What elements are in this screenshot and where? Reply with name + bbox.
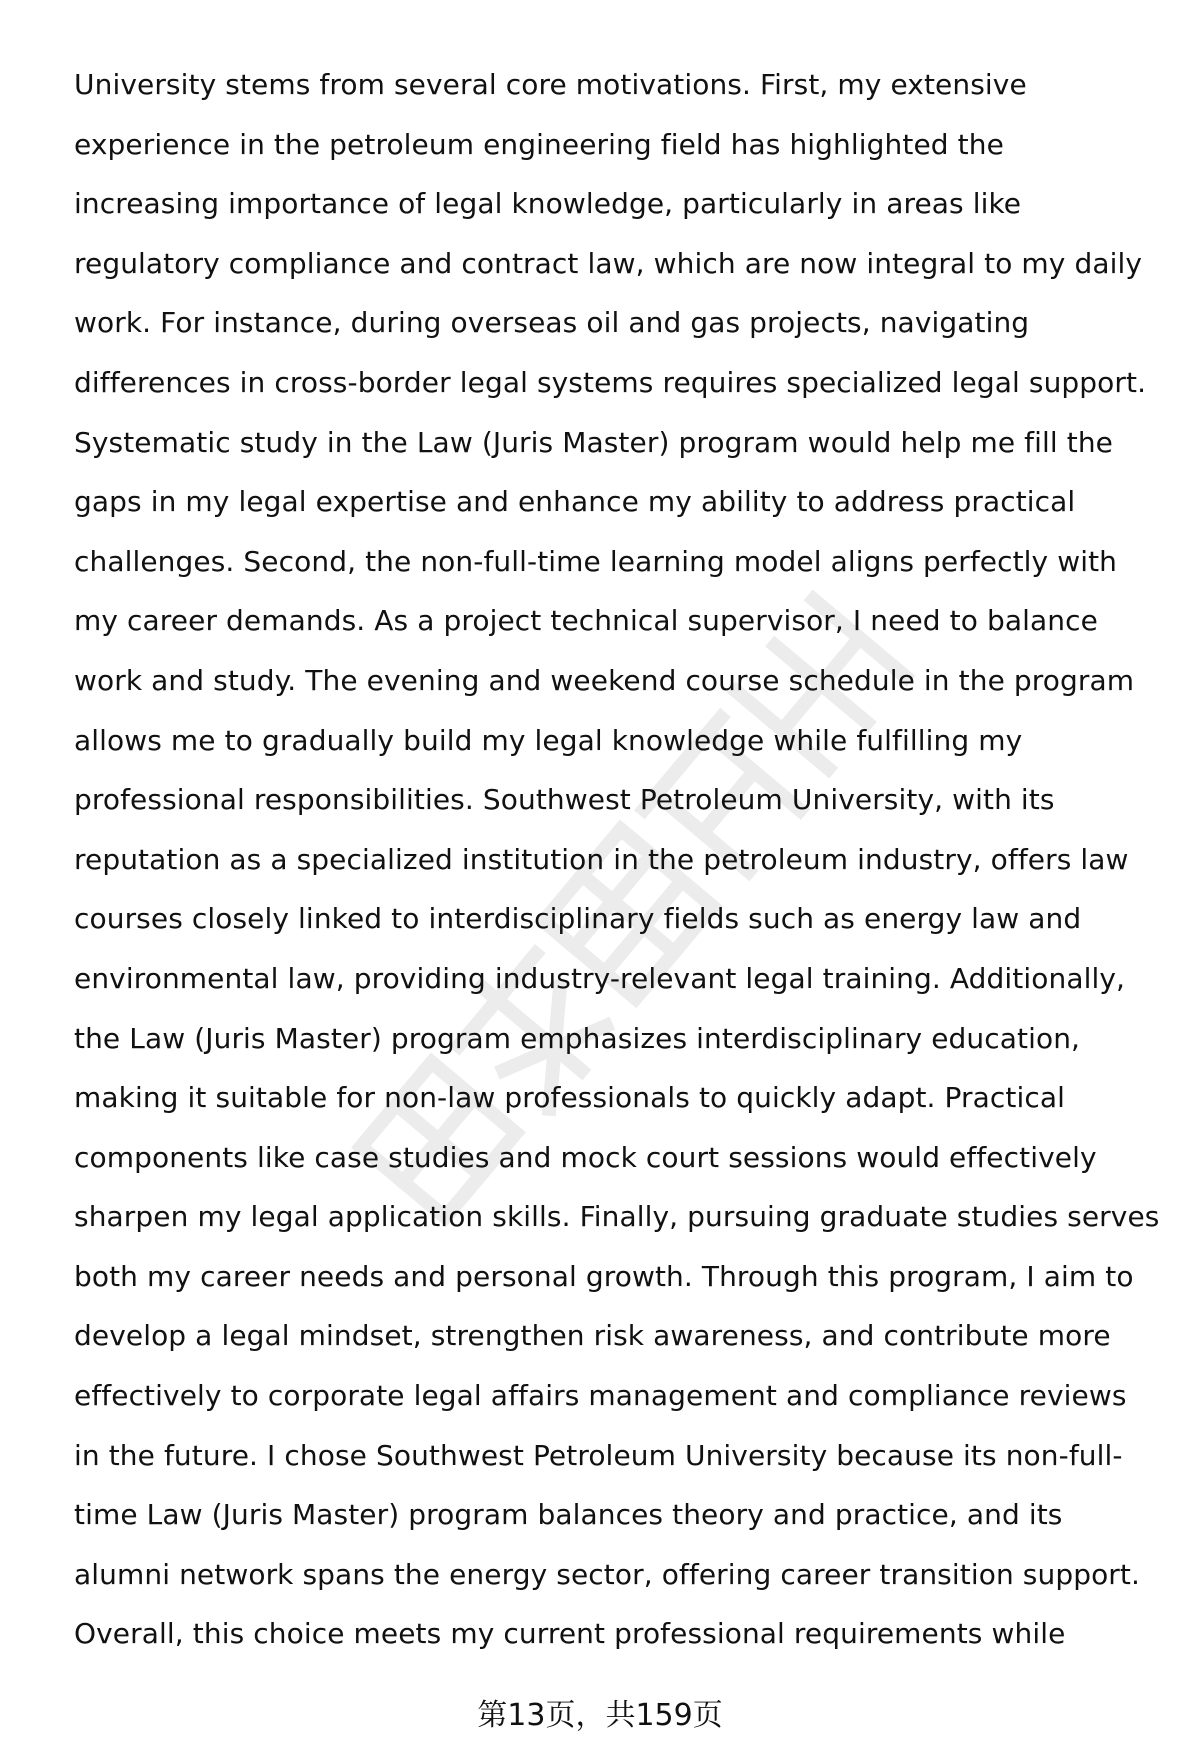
text-line: challenges. Second, the non-full-time learning model aligns perfectly with — [74, 544, 1118, 578]
text-line: making it suitable for non-law professionals to quickly adapt. Practical — [74, 1081, 1066, 1115]
text-line: University stems from several core motivations. First, my extensive — [74, 68, 1027, 101]
text-line: reputation as a specialized institution in the petroleum industry, offers law — [74, 842, 1129, 876]
text-line: experience in the petroleum engineering field has highlighted the — [74, 127, 1004, 161]
text-line: regulatory compliance and contract law, which are now integral to my daily — [74, 246, 1143, 280]
text-line: time Law (Juris Master) program balances theory and practice, and its — [74, 1498, 1063, 1532]
text-line: work. For instance, during overseas oil and gas projects, navigating — [74, 306, 1030, 340]
text-line: increasing importance of legal knowledge, particularly in areas like — [74, 187, 1022, 221]
text-line: sharpen my legal application skills. Finally, pursuing graduate studies serves — [74, 1200, 1160, 1234]
text-line: Systematic study in the Law (Juris Master) program would help me fill the — [74, 425, 1113, 459]
text-line: develop a legal mindset, strengthen risk awareness, and contribute more — [74, 1319, 1111, 1353]
text-line: courses closely linked to interdisciplinary fields such as energy law and — [74, 902, 1082, 936]
document-body — [74, 55, 1184, 1664]
text-line: alumni network spans the energy sector, offering career transition support. — [74, 1557, 1140, 1591]
text-line: differences in cross-border legal systems requires specialized legal support. — [74, 365, 1147, 399]
text-line: the Law (Juris Master) program emphasizes interdisciplinary education, — [74, 1021, 1081, 1055]
text-line: effectively to corporate legal affairs management and compliance reviews — [74, 1379, 1127, 1413]
text-line: environmental law, providing industry-relevant legal training. Additionally, — [74, 961, 1126, 995]
text-line: components like case studies and mock court sessions would effectively — [74, 1140, 1097, 1174]
text-line: both my career needs and personal growth. Through this program, I aim to — [74, 1259, 1134, 1293]
text-line: professional responsibilities. Southwest Petroleum University, with its — [74, 783, 1055, 817]
text-line: work and study. The evening and weekend course schedule in the program — [74, 663, 1135, 697]
text-line: gaps in my legal expertise and enhance my ability to address practical — [74, 485, 1076, 519]
text-line: my career demands. As a project technical supervisor, I need to balance — [74, 604, 1098, 638]
text-line: Overall, this choice meets my current professional requirements while — [74, 1617, 1066, 1651]
text-line: allows me to gradually build my legal knowledge while fulfilling my — [74, 723, 1023, 757]
page-number-footer: 第13页，共159页 — [477, 1698, 723, 1733]
text-line: in the future. I chose Southwest Petroleum University because its non-full- — [74, 1438, 1123, 1472]
